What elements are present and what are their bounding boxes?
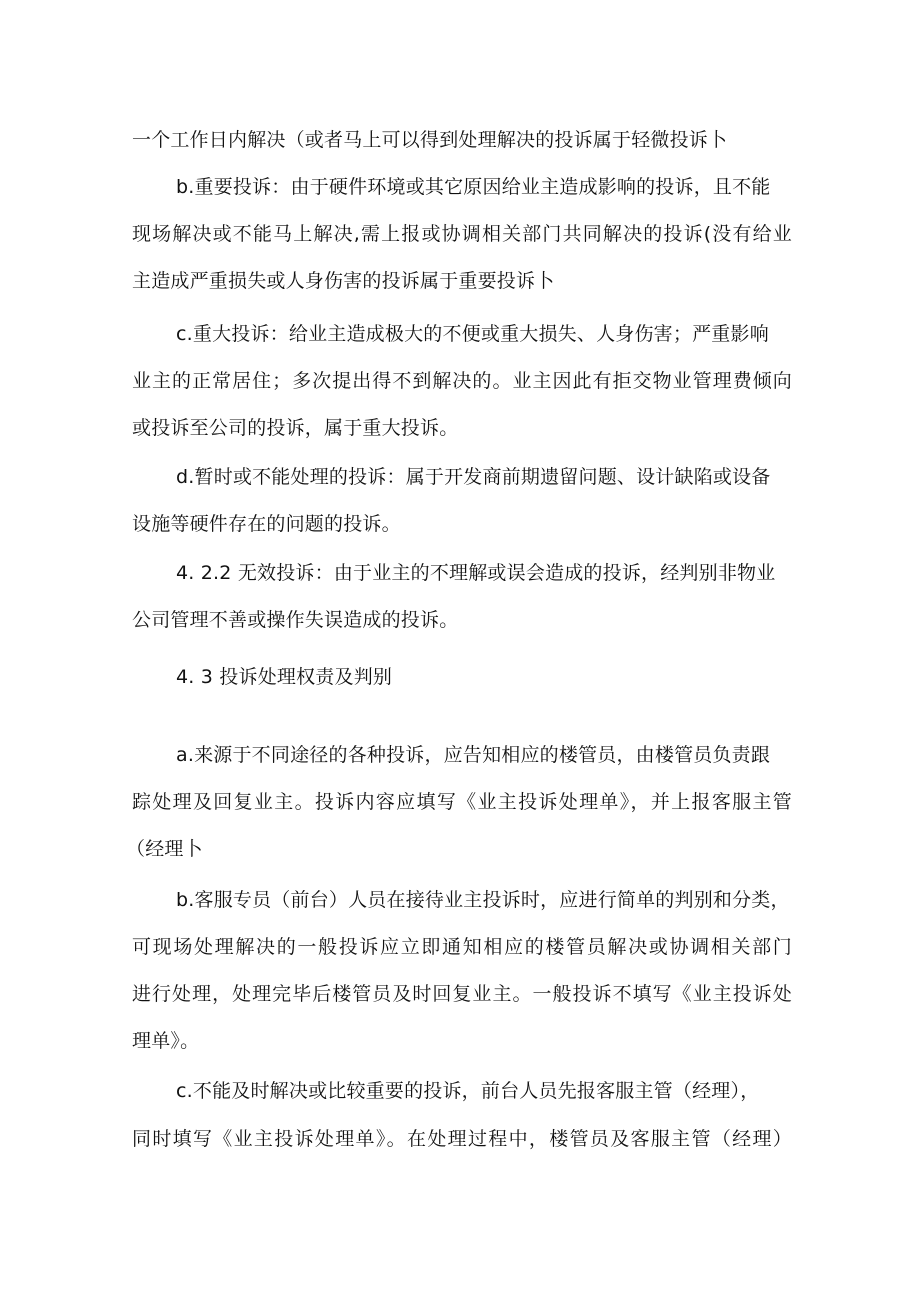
text-line: 理单》。 bbox=[132, 1030, 200, 1052]
text-line: 踪处理及回复业主。投诉内容应填写《业主投诉处理单》，并上报客服主管 bbox=[132, 791, 792, 813]
text-line: 主造成严重损失或人身伤害的投诉属于重要投诉卜 bbox=[132, 270, 555, 292]
text-line: 一个工作日内解决（或者马上可以得到处理解决的投诉属于轻微投诉卜 bbox=[132, 129, 728, 151]
text-line: 业主的正常居住；多次提出得不到解决的。业主因此有拒交物业管理费倾向 bbox=[132, 370, 792, 392]
text-line: 进行处理，处理完毕后楼管员及时回复业主。一般投诉不填写《业主投诉处 bbox=[132, 983, 792, 1005]
text-line: b.重要投诉：由于硬件环境或其它原因给业主造成影响的投诉，且不能 bbox=[176, 176, 771, 198]
text-line: 或投诉至公司的投诉，属于重大投诉。 bbox=[132, 417, 459, 439]
text-line: b.客服专员（前台）人员在接待业主投诉时，应进行简单的判别和分类， bbox=[176, 889, 790, 911]
text-line: a.来源于不同途径的各种投诉，应告知相应的楼管员，由楼管员负责跟 bbox=[176, 744, 771, 766]
text-line: 公司管理不善或操作失误造成的投诉。 bbox=[132, 609, 459, 631]
text-line: d.暂时或不能处理的投诉：属于开发商前期遗留问题、设计缺陷或设备 bbox=[176, 466, 771, 488]
text-line: （经理卜 bbox=[126, 838, 203, 860]
text-line: 4. 2.2 无效投诉：由于业主的不理解或误会造成的投诉，经判别非物业 bbox=[176, 562, 776, 584]
section-heading: 4. 3 投诉处理权责及判别 bbox=[176, 666, 393, 688]
text-line: 同时填写《业主投诉处理单》。在处理过程中，楼管员及客服主管（经理） bbox=[132, 1128, 792, 1150]
text-line: 可现场处理解决的一般投诉应立即通知相应的楼管员解决或协调相关部门 bbox=[132, 936, 792, 958]
text-line: c.不能及时解决或比较重要的投诉，前台人员先报客服主管（经理）， bbox=[176, 1080, 760, 1102]
text-line: 现场解决或不能马上解决,需上报或协调相关部门共同解决的投诉(没有给业 bbox=[132, 223, 792, 245]
text-line: c.重大投诉：给业主造成极大的不便或重大损失、人身伤害；严重影响 bbox=[176, 323, 769, 345]
text-line: 设施等硬件存在的问题的投诉。 bbox=[132, 513, 401, 535]
